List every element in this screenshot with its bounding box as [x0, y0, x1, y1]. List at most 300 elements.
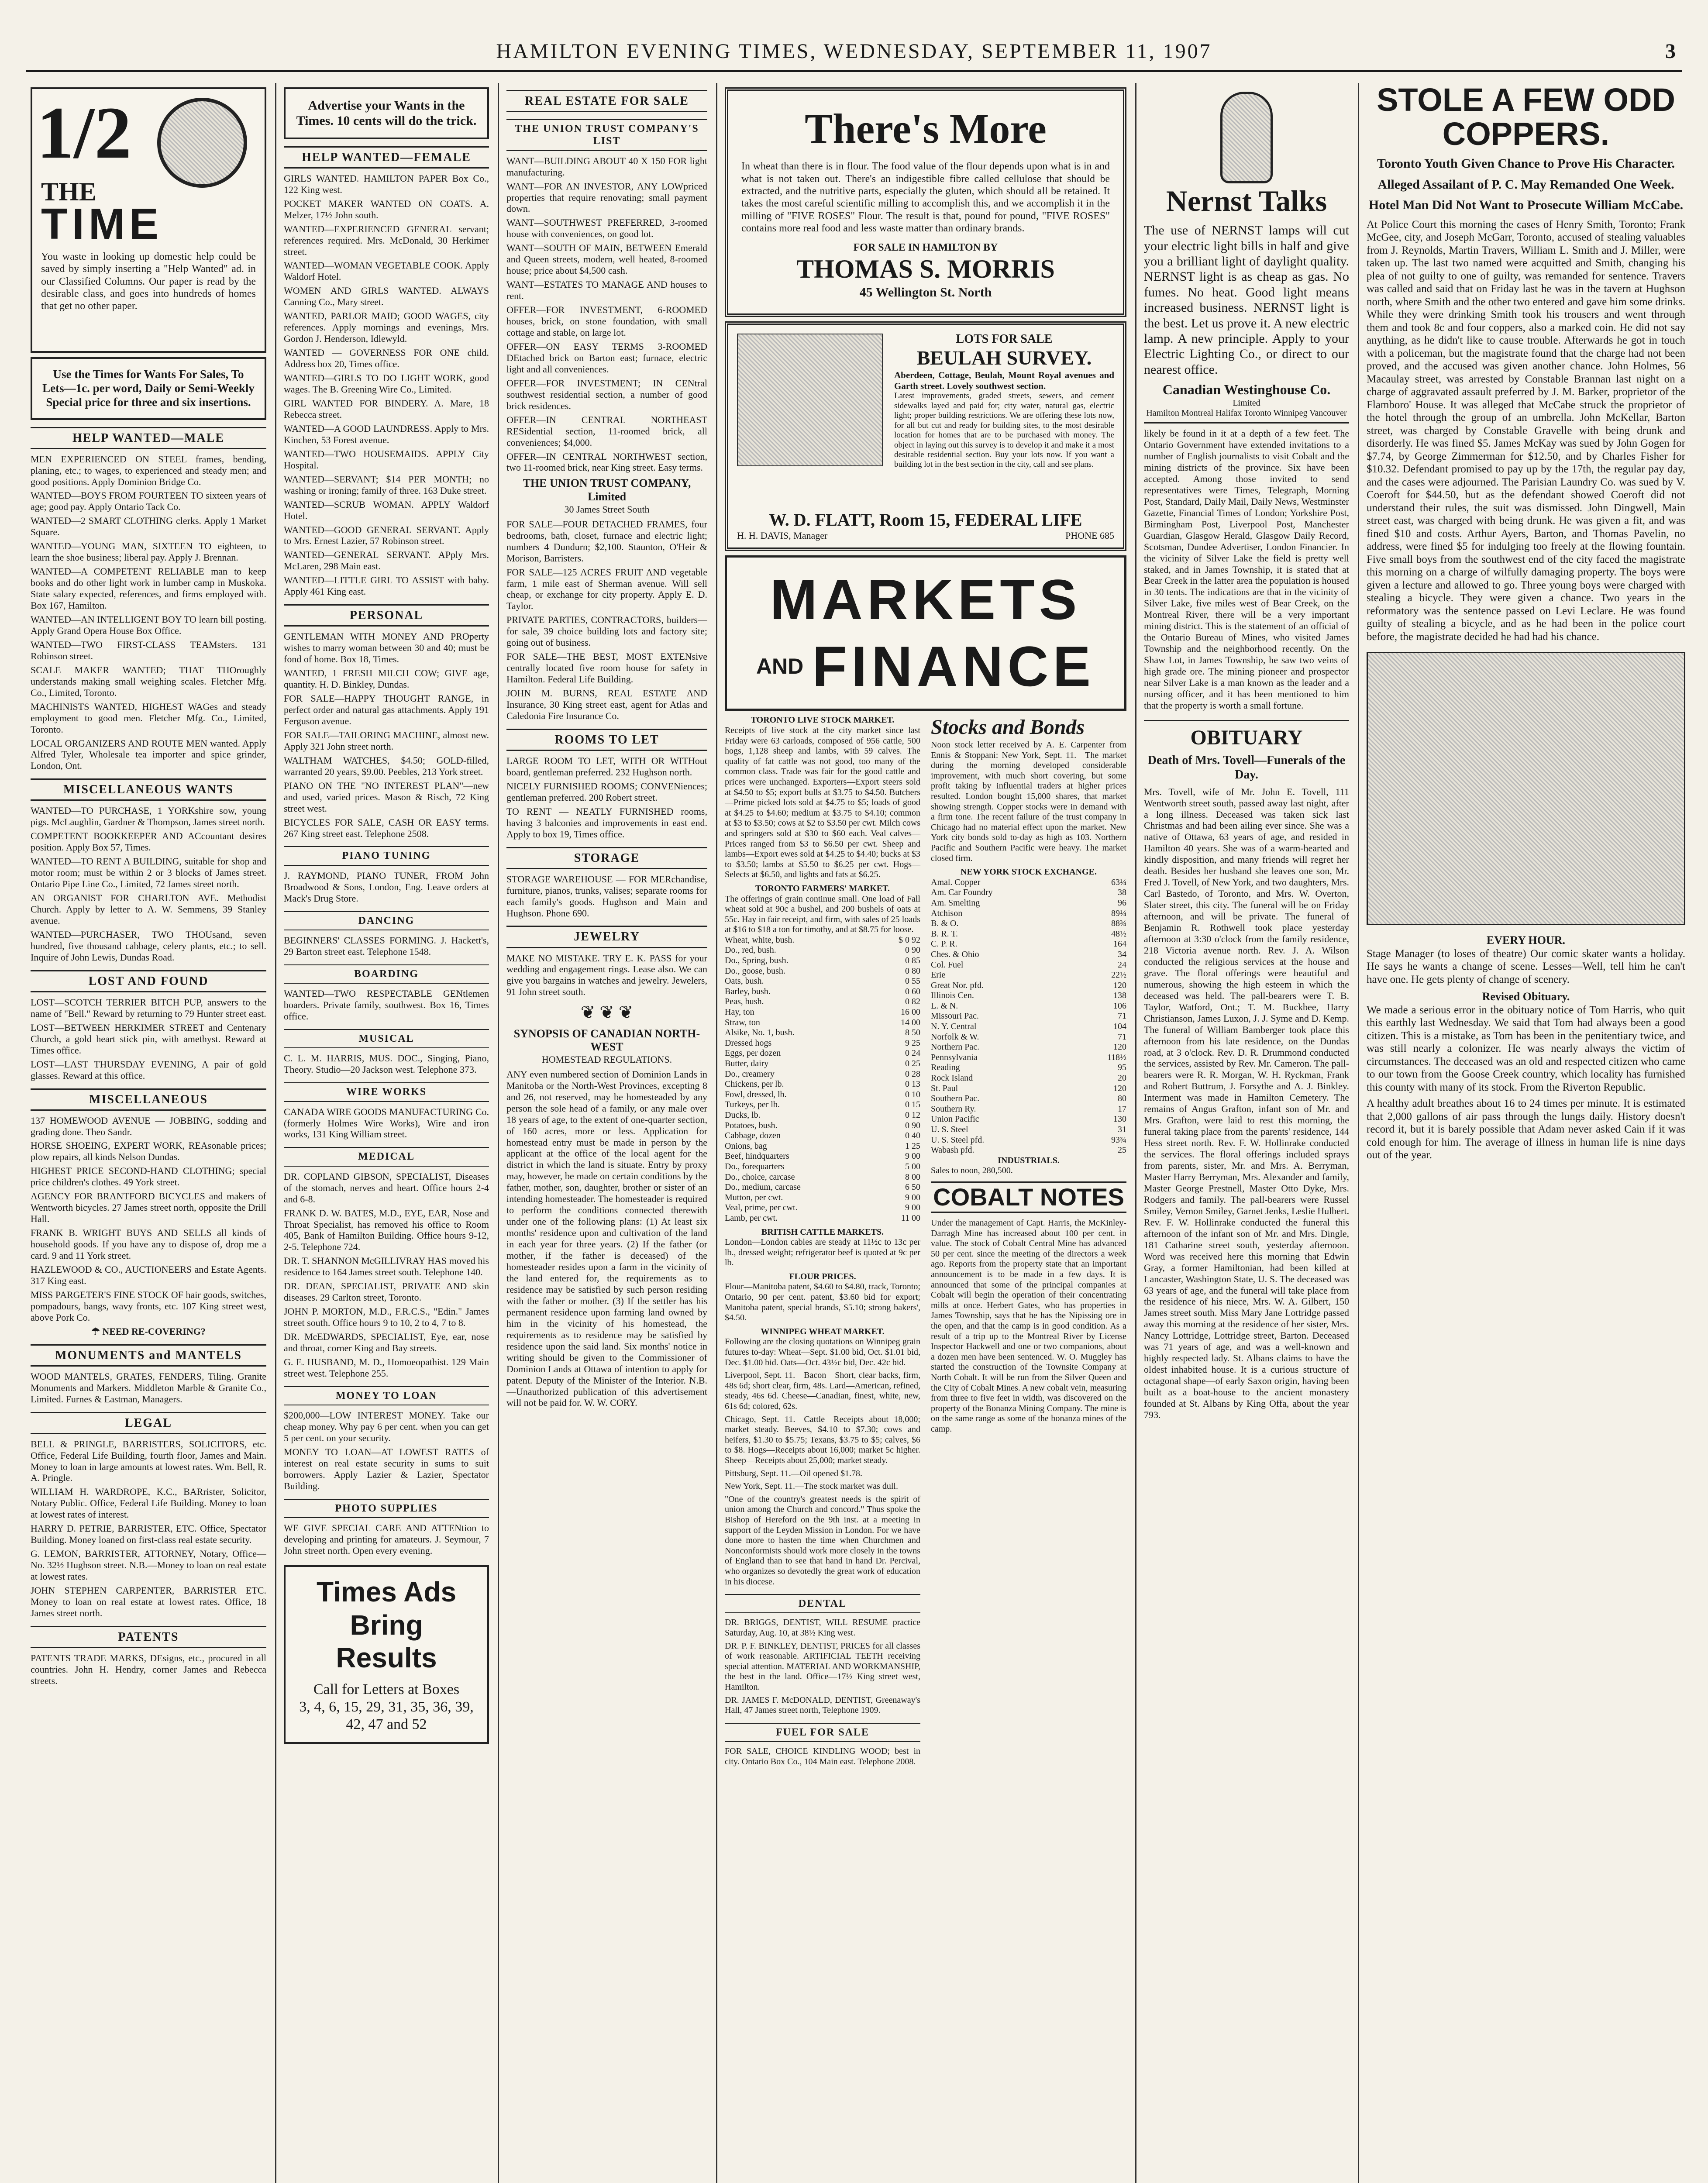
- table-cell-name: N. Y. Central: [931, 1022, 977, 1032]
- table-cell-value: 9 00: [905, 1151, 920, 1161]
- table-cell-value: 120: [1113, 980, 1126, 990]
- table-row: [725, 1028, 920, 1038]
- liverpool-body: Liverpool, Sept. 11.—Bacon—Short, clear backs, firm, 48s 6d; short clear, firm, 48s. Lard—American, refined, steady, 46s 6d. Cheese—Canadian, finest, white, new, 61s 6d; colored, 62s.: [725, 1370, 920, 1412]
- westinghouse-limited: Limited: [1233, 398, 1260, 408]
- table-cell-name: Do., creamery: [725, 1069, 775, 1079]
- table-cell-value: 9 25: [905, 1038, 920, 1048]
- table-row: [725, 966, 920, 977]
- classified-ad: DR. P. F. BINKLEY, DENTIST, PRICES for all classes of work reasonable. ARTIFICIAL TEETH receiving special attention. MATERIAL AND WORKMANSHIP, the best in the land. Office—17½ King street west, Hamilton.: [725, 1641, 920, 1692]
- table-row: [725, 1018, 920, 1028]
- table-cell-value: 9 00: [905, 1203, 920, 1213]
- stole-subhead-3: Hotel Man Did Not Want to Prosecute William McCabe.: [1368, 198, 1684, 213]
- table-row: [725, 1110, 920, 1121]
- table-cell-value: 0 90: [905, 1120, 920, 1130]
- classified-ad: WANT—ESTATES TO MANAGE AND houses to rent.: [506, 279, 707, 302]
- classified-ad: LOST—SCOTCH TERRIER BITCH PUP, answers to the name of "Bell." Reward by returning to 79 Hunter street east.: [31, 996, 266, 1019]
- lost-found-heading: LOST AND FOUND: [31, 970, 266, 992]
- table-cell-name: Amal. Copper: [931, 877, 981, 887]
- union-trust-name: THE UNION TRUST COMPANY, Limited: [523, 477, 691, 503]
- table-cell-name: U. S. Steel: [931, 1125, 968, 1135]
- classified-ad: BELL & PRINGLE, BARRISTERS, SOLICITORS, etc. Office, Federal Life Building, fourth floor, James and Main. Money to loan in large amounts at lowest rates. Wm. Bell, R. A. Pringle.: [31, 1438, 266, 1484]
- classified-ad: WANTED—GIRLS TO DO LIGHT WORK, good wages. The B. Greening Wire Co., Limited.: [284, 372, 489, 395]
- editorial-body: "One of the country's greatest needs is the spirit of union among the Church and concord." Thus spoke the Bishop of Hereford on the 9th inst. at a meeting in support of the Leyden Mission in London. For we have done more to hasten the time when Churchmen and Nonconformists should work more closely in the towns of England than to see that hand in hand Dr. Percival, who organizes so devotedly the great work of education in his diocese.: [725, 1494, 920, 1587]
- classified-ad: POCKET MAKER WANTED ON COATS. A. Melzer, 17½ John south.: [284, 198, 489, 220]
- table-cell-name: Dressed hogs: [725, 1038, 772, 1048]
- table-row: [931, 1135, 1126, 1146]
- table-cell-value: 9 00: [905, 1192, 920, 1202]
- classified-ad: OFFER—FOR INVESTMENT; IN CENtral southwest residential section, a number of good brick residences.: [506, 377, 707, 411]
- classified-ad: DR. BRIGGS, DENTIST, WILL RESUME practice Saturday, Aug. 10, at 38½ King west.: [725, 1618, 920, 1638]
- table-cell-value: 63¼: [1111, 877, 1126, 887]
- jewelry-heading: JEWELRY: [506, 926, 707, 948]
- table-cell-name: Northern Pac.: [931, 1042, 980, 1052]
- classified-ad: WANT—BUILDING ABOUT 40 X 150 FOR light manufacturing.: [506, 155, 707, 178]
- classified-ad: WANTED—TO RENT A BUILDING, suitable for shop and motor room; must be within 2 or 3 blocks of James street. Ontario Pipe Line Co., Limited, 72 James street north.: [31, 856, 266, 890]
- stocks-body: Noon stock letter received by A. E. Carpenter from Ennis & Stoppani: New York, Sept. 11.—The market during the morning developed considerable improvement, with much short covering, but some profit taking by influential traders at higher prices resulted. London bought 15,000 shares, that market showing strength. Copper stocks were in demand with a firm tone. The recent failure of the trust company in Chicago had no material effect upon the market. New York city bonds sold to-day as high as 103. Northern Pacific and Southern Pacific were heavy. The market closed firm.: [931, 740, 1126, 863]
- table-cell-value: 104: [1113, 1022, 1126, 1032]
- table-cell-value: 0 55: [905, 976, 920, 986]
- half-time-ad: [31, 87, 266, 353]
- table-row: [725, 1162, 920, 1172]
- classified-ad: WANTED — GOVERNESS FOR ONE child. Address box 20, Times office.: [284, 347, 489, 370]
- table-cell-value: 0 28: [905, 1069, 920, 1079]
- column-rule: [498, 83, 499, 2183]
- table-cell-name: Hay, ton: [725, 1007, 754, 1017]
- classified-ad: DR. COPLAND GIBSON, SPECIALIST, Diseases of the stomach, nerves and heart. Office hours 2-4 and 6-8.: [284, 1171, 489, 1205]
- fuel-heading: FUEL FOR SALE: [725, 1723, 920, 1742]
- table-row: [931, 898, 1126, 909]
- table-cell-name: Ches. & Ohio: [931, 949, 979, 959]
- table-cell-value: 0 12: [905, 1110, 920, 1120]
- classified-ad: COMPETENT BOOKKEEPER AND ACcountant desires position. Apply Box 57, Times.: [31, 830, 266, 853]
- times-ads-line4: Call for Letters at Boxes: [313, 1681, 460, 1698]
- beulah-manager: H. H. DAVIS, Manager: [737, 530, 828, 541]
- table-cell-value: 0 40: [905, 1131, 920, 1141]
- table-cell-name: Mutton, per cwt.: [725, 1192, 783, 1202]
- table-row: [725, 1100, 920, 1110]
- cartoon-illustration-icon: [1367, 652, 1685, 925]
- column-2: [284, 83, 489, 2183]
- rooms-to-let-heading: ROOMS TO LET: [506, 729, 707, 751]
- classified-ad: WE GIVE SPECIAL CARE AND ATTENtion to developing and printing for amateurs. J. Seymour, 7 John street north. Open every evening.: [284, 1522, 489, 1556]
- ornament-divider-icon: ❦ ❦ ❦: [580, 1002, 634, 1023]
- synopsis-body: ANY even numbered section of Dominion Lands in Manitoba or the North-West Provinces, excepting 8 and 26, not reserved, may be homesteaded by any person the sole head of a family, or any male over 18 years of age, to the extent of one-quarter section, of 160 acres, more or less. Application for homestead entry must be made in person by the applicant at the office of the local agent for the district in which the land is situate. Entry by proxy may, however, be made on certain conditions by the father, mother, son, daughter, brother or sister of an intending homesteader. The homesteader is required to perform the conditions connected therewith under one of the following plans: (1) At least six months' residence upon and cultivation of the land in each year for three years. (2) If the father (or mother, if the father is deceased) of the homesteader resides upon a farm in the vicinity of the land entered for, the requirements as to residence may be satisfied by such person residing with the father or mother. (3) If the settler has his permanent residence upon farming land owned by him in the vicinity of his homestead, the requirements as to residence may be satisfied by residence upon the said land. Six months' notice in writing should be given to the Commissioner of Dominion Lands at Ottawa of intention to apply for patent. Deputy of the Minister of the Interior. N.B.—Unauthorized publication of this advertisement will not be paid for. W. W. CORY.: [506, 1068, 707, 1408]
- clock-icon: [157, 98, 247, 188]
- classified-ad: LOCAL ORGANIZERS AND ROUTE MEN wanted. Apply Alfred Tyler, Wholesale tea importer and spice grinder, London, Ont.: [31, 737, 266, 771]
- table-cell-name: Beef, hindquarters: [725, 1151, 789, 1161]
- classified-ad: WANTED—PURCHASER, TWO THOUsand, seven hundred, five thousand cabbage, celery plants, etc.; to sell. Inquire of John Lewis, Dundas Road.: [31, 929, 266, 963]
- table-cell-name: Cabbage, dozen: [725, 1131, 781, 1141]
- classified-ad: DR. DEAN, SPECIALIST, PRIVATE AND skin diseases. 29 Carlton street, Toronto.: [284, 1281, 489, 1303]
- table-cell-value: 6 50: [905, 1182, 920, 1192]
- table-cell-value: 1 25: [905, 1141, 920, 1151]
- storage-heading: STORAGE: [506, 847, 707, 869]
- table-cell-value: 0 13: [905, 1079, 920, 1089]
- classified-ad: CANADA WIRE GOODS MANUFACTURING Co. (formerly Holmes Wire Works), Wire and iron works, 131 King William street.: [284, 1106, 489, 1140]
- table-cell-value: 14 00: [901, 1017, 920, 1027]
- table-cell-value: 96: [1118, 898, 1126, 908]
- table-row: [725, 1038, 920, 1049]
- advertise-wants-ad: Advertise your Wants in the Times. 10 cents will do the trick.: [284, 87, 489, 139]
- monuments-heading: MONUMENTS and MANTELS: [31, 1344, 266, 1367]
- cartoon-text: Stage Manager (to loses of theatre) Our comic skater wants a holiday. He says he wants a change of scene. Lesses—Well, tell him he can't have one. He gets plenty of change of scenery.: [1367, 947, 1685, 985]
- table-cell-value: 8 00: [905, 1172, 920, 1182]
- newyork-body: New York, Sept. 11.—The stock market was dull.: [725, 1481, 898, 1491]
- winnipeg-heading: WINNIPEG WHEAT MARKET.: [761, 1326, 885, 1336]
- table-cell-value: 0 24: [905, 1048, 920, 1058]
- table-row: [931, 1011, 1126, 1022]
- help-wanted-male-heading: HELP WANTED—MALE: [31, 427, 266, 449]
- table-cell-name: Southern Ry.: [931, 1104, 976, 1114]
- table-cell-name: Do., choice, carcase: [725, 1172, 795, 1182]
- classified-ad: JOHN M. BURNS, REAL ESTATE AND Insurance, 30 King street east, agent for Atlas and Caledonia Fire Insurance Co.: [506, 688, 707, 721]
- table-cell-name: C. P. R.: [931, 939, 957, 949]
- police-court-body: At Police Court this morning the cases of Henry Smith, Toronto; Frank McGee, city, and Joseph McGarr, Toronto, accused of stealing valuables from J. Reynolds, Martin Travers, William L. Smith and J. Miller, were taken up. The last two named were acquitted and Smith, changing his plea of not guilty to one of guilty, was remanded for sentence. Travers was called and said that on Friday last he was in the tavern at Hughson north, where Smith and the other two entered and gave him some drinks. While they were drinking Smith took his trousers and went through them and took 8c and four coppers, also a marked coin. He did not say anything, as he didn't like to cause trouble. Afterwards he got in touch with a policeman, but the magistrate found that the charge had not been proved, and the accused was given another chance. John Holmes, 56 Macaulay street, was arrested by Constable Brannan last night on a charge of aggravated assault preferred by J. M. Barker, proprietor of the Flamboro' House. It was alleged that McCabe struck the proprietor of the hotel through the group of an umbrella. John McKellar, Barton street, was charged by Constable Gravelle with being drunk and disorderly. He was fined $5. James McKay was sued by John Gogen for $7.74, by George Zimmerman for $12.50, and by Charles Fisher for $10.32. Defendant promised to pay up by the 17th, the regular pay day, and the cases were adjourned. The Parisian Laundry Co. was sued by V. Coeroft for $44.50, but as the defendant showed Coeroft did not understand their rules, the suit was dismissed. John Dingwell, Main street east, was charged with being drunk. He was given a fit, and was fined $10 and costs. Arthur Ayers, Barton, and Thomas Pavelin, no address, were fined $5 for indulging too freely at the flowing fountain. Five small boys from the southwest end of the city faced the magistrate this morning on a charge of wilfully damaging property. The boys were given a lecture and allowed to go. Three young boys were charged with stealing a bicycle. They were given a chance. Two years in the reformatory was the sentence passed on Levi Leclare. He was found guilty of stealing a bicycle, and as he had been in the police court before, the magistrate decided he had had his chance.: [1367, 218, 1685, 643]
- classified-ad: PATENTS TRADE MARKS, DEsigns, etc., procured in all countries. John H. Hendry, corner James and Rebecca streets.: [31, 1652, 266, 1686]
- stock-table: [931, 878, 1126, 1156]
- classified-ad: G. E. HUSBAND, M. D., Homoeopathist. 129 Main street west. Telephone 255.: [284, 1357, 489, 1379]
- stole-coppers-headline: STOLE A FEW ODD COPPERS.: [1377, 83, 1675, 152]
- table-cell-name: Do., forequarters: [725, 1161, 785, 1171]
- farmers-market-body: The offerings of grain continue small. One load of Fall wheat sold at 90c a bushel, and 200 bushels of oats at 55c. Hay in fair receipt, and firm, with sales of 25 loads at $16 to $18 a ton for timothy, and at $8.75 for loose.: [725, 894, 920, 935]
- table-row: [931, 1042, 1126, 1053]
- classified-ad: BICYCLES FOR SALE, CASH OR EASY terms. 267 King street east. Telephone 2508.: [284, 816, 489, 839]
- classified-ad: WANTED—SERVANT; $14 PER MONTH; no washing or ironing; family of three. 163 Duke street.: [284, 473, 489, 496]
- table-cell-name: Potatoes, bush.: [725, 1120, 778, 1130]
- table-cell-value: 138: [1113, 991, 1126, 1001]
- table-cell-name: Onions, bag: [725, 1141, 767, 1151]
- miscellaneous-heading: MISCELLANEOUS: [31, 1088, 266, 1111]
- column-rule: [716, 83, 717, 2183]
- health-fact-body: A healthy adult breathes about 16 to 24 times per minute. It is estimated that 2,000 gallons of air pass through the lungs daily. History doesn't record it, but it is barely possible that Adam never asked Cain if it was cold enough for him. The average of illness in human life is nine days out of the year.: [1367, 1098, 1685, 1161]
- markets-right-column: [931, 715, 1126, 1770]
- patents-heading: PATENTS: [31, 1626, 266, 1648]
- cobalt-notes-heading: COBALT NOTES: [931, 1181, 1126, 1213]
- table-cell-name: Oats, bush.: [725, 976, 764, 986]
- nernst-talks-heading: Nernst Talks: [1166, 184, 1327, 217]
- classified-ad: WANT—SOUTHWEST PREFERRED, 3-roomed house with conveniences, on good lot.: [506, 217, 707, 240]
- table-cell-name: Erie: [931, 970, 946, 980]
- table-cell-value: 93¾: [1111, 1135, 1126, 1145]
- table-row: [931, 1073, 1126, 1084]
- table-cell-name: Do., goose, bush.: [725, 966, 785, 976]
- table-row: [931, 929, 1126, 940]
- table-row: [931, 1094, 1126, 1104]
- legal-heading: LEGAL: [31, 1412, 266, 1434]
- british-cattle-heading: BRITISH CATTLE MARKETS.: [761, 1227, 884, 1237]
- classified-ad: FRANK D. W. BATES, M.D., EYE, EAR, Nose and Throat Specialist, has removed his office to Room 405, Bank of Hamilton Building. Office hours 9-12, 2-5. Telephone 724.: [284, 1207, 489, 1253]
- musical-heading: MUSICAL: [284, 1029, 489, 1048]
- classified-ad: OFFER—ON EASY TERMS 3-ROOMED DEtached brick on Barton east; furnace, electric light and all conveniences.: [506, 341, 707, 375]
- classified-ad: OFFER—IN CENTRAL NORTHEAST RESidential section, 11-roomed brick, all conveniences; $4,000.: [506, 414, 707, 448]
- table-row: [931, 960, 1126, 971]
- classified-ad: C. L. M. HARRIS, MUS. DOC., Singing, Piano, Theory. Studio—20 Jackson west. Telephone 373.: [284, 1053, 489, 1075]
- page-number: 3: [1665, 40, 1677, 63]
- table-cell-name: Alsike, No. 1, bush.: [725, 1028, 795, 1038]
- table-cell-value: 25: [1118, 1145, 1126, 1155]
- nernst-talks-body: The use of NERNST lamps will cut your electric light bills in half and give you a brilliant light of daylight quality. NERNST light is as cheap as gas. No fumes. No heat. Good light means increased business. NERNST light is the best. Let us prove it. A new electric lamp. A new principle. Apply to your Electric Lighting Co., or direct to our nearest office.: [1144, 223, 1349, 377]
- classified-ad: WOOD MANTELS, GRATES, FENDERS, Tiling. Granite Monuments and Markers. Middleton Marble & Granite Co., Limited. Furnes & Eastman, Managers.: [31, 1370, 266, 1405]
- table-cell-value: 95: [1118, 1063, 1126, 1073]
- table-row: [725, 1059, 920, 1069]
- classified-ad: BEGINNERS' CLASSES FORMING. J. Hackett's, 29 Barton street east. Telephone 1548.: [284, 934, 489, 957]
- stocks-bonds-heading: Stocks and Bonds: [931, 716, 1085, 739]
- classified-ad: GIRLS WANTED. HAMILTON PAPER Box Co., 122 King west.: [284, 172, 489, 195]
- table-cell-value: 48½: [1111, 929, 1126, 939]
- table-cell-name: Veal, prime, per cwt.: [725, 1203, 798, 1213]
- table-cell-name: Chickens, per lb.: [725, 1079, 784, 1089]
- classified-ad: DR. McEDWARDS, SPECIALIST, Eye, ear, nose and throat, corner King and Bay streets.: [284, 1331, 489, 1354]
- markets-finance-banner: [725, 555, 1126, 711]
- table-cell-name: Peas, bush.: [725, 997, 764, 1007]
- table-cell-name: Atchison: [931, 908, 963, 918]
- classified-ad: PIANO ON THE "NO INTEREST PLAN"—new and used, varied prices. Mason & Risch, 72 King street west.: [284, 780, 489, 814]
- half-time-time: TIME: [41, 200, 163, 248]
- help-wanted-female-heading: HELP WANTED—FEMALE: [284, 146, 489, 169]
- classified-ad: MEN EXPERIENCED ON STEEL frames, bending, planing, etc.; to wages, to experienced and steady men; and good positions. Apply Dominion Bridge Co.: [31, 453, 266, 487]
- classified-ad: WANTED—A COMPETENT RELIABLE man to keep books and do other light work in lumber camp in Muskoka. State salary expected, references, and firms employed with. Box 167, Hamilton.: [31, 566, 266, 611]
- real-estate-heading: REAL ESTATE FOR SALE: [506, 90, 707, 112]
- classified-ad: FOR SALE—THE BEST, MOST EXTENsive centrally located five room house for safety in Hamilton. Federal Life Building.: [506, 651, 707, 685]
- mining-news-body: likely be found in it at a depth of a few feet. The Ontario Government have extended invitations to a number of English journalists to visit Cobalt and the mining districts of the province. Six have been accepted. Among those invited to send representatives were Times, Telegraph, Morning Post, Standard, Daily Mail, Daily News, Westminster Gazette, Financial Times of London; Yorkshire Post, Birmingham Post, Liverpool Post, Manchester Guardian, Glasgow Herald, Glasgow Daily Record, Scotsman, Dundee Advertiser, London Financier. In the vicinity of Silver Lake the field is pretty well staked, and in James Township, it is stated that at Bear Creek in the latter area the population is housed in 30 tents. The indications are that in the vicinity of Silver Lake, five miles west of Bear Creek, on the Montreal River, there will be a very important mining district. This is the statement of an official of the Ontario Bureau of Mines, who visited James Township and the neighborhood recently. On the Shaw Lot, in James Township, he saw two veins of high grade ore. The mining pioneer and prospector near Silver Lake is a man known as the leader and a nursing officer, and it has been mentioned to him that the property is worth a small fortune.: [1144, 428, 1349, 711]
- union-trust-address: 30 James Street South: [564, 503, 650, 515]
- industrials-heading: INDUSTRIALS.: [998, 1155, 1060, 1165]
- column-7: [1367, 83, 1685, 2183]
- synopsis-subheading: HOMESTEAD REGULATIONS.: [541, 1054, 672, 1065]
- table-cell-value: 20: [1118, 1073, 1126, 1083]
- table-row: [725, 976, 920, 987]
- classified-ad: OFFER—FOR INVESTMENT, 6-ROOMED houses, brick, on stone foundation, with small cottage and stable, on large lot.: [506, 304, 707, 338]
- table-row: [725, 1172, 920, 1183]
- table-cell-name: Missouri Pac.: [931, 1011, 979, 1021]
- livestock-body: Receipts of live stock at the city market since last Friday were 63 carloads, composed of 956 cattle, 500 hogs, 1,128 sheep and lambs, with 59 calves. The quality of fat cattle was not good, too many of the common class. Trade was fair for the good cattle and prices were unchanged. Exporters—Export steers sold at $4.50 to $5; export bulls at $3.75 to $4.50. Butchers—Prime picked lots sold at $4.75 to $5; loads of good at $4.25 to $4.60; medium at $3.75 to $4.10; common at $3 to $3.50; cows at $2 to $3.50 per cwt. Milch cows and springers sold at $30 to $60 each. Veal calves—Prices ranged from $3 to $6.50 per cwt. Sheep and lambs—Export ewes sold at $4.25 to $4.40; bucks at $3 to $3.50; lambs at $5.50 to $6.25 per cwt. Hogs—Selects at $6.50, and lights and fats at $6.25.: [725, 726, 920, 880]
- table-row: [931, 909, 1126, 919]
- umbrella-ad: ☂ NEED RE-COVERING?: [91, 1326, 206, 1337]
- table-row: [931, 1063, 1126, 1073]
- masthead-title: HAMILTON EVENING TIMES, WEDNESDAY, SEPTEMBER 11, 1907: [496, 40, 1212, 63]
- table-cell-value: 88¾: [1111, 919, 1126, 929]
- and-heading: AND: [756, 654, 804, 679]
- classified-ad: FOR SALE—FOUR DETACHED FRAMES, four bedrooms, bath, closet, furnace and electric light; numbers 4 Dundurn; $2,100. Staunton, O'Heir & Morison, Barristers.: [506, 518, 707, 564]
- table-row: [931, 1114, 1126, 1125]
- table-row: [725, 1131, 920, 1141]
- table-row: [931, 1001, 1126, 1012]
- classified-ad: STORAGE WAREHOUSE — FOR MERchandise, furniture, pianos, trunks, valises; separate rooms for each family's goods. Hughson and Main and Hughson. Phone 690.: [506, 873, 707, 919]
- classified-ad: WANTED—TO PURCHASE, 1 YORKshire sow, young pigs. McLaughlin, Gardner & Thompson, James street north.: [31, 805, 266, 828]
- table-cell-name: Am. Smelting: [931, 898, 980, 908]
- column-4-5: [725, 83, 1126, 2183]
- classified-ad: WANTED—SCRUB WOMAN. APPLY Waldorf Hotel.: [284, 499, 489, 521]
- lots-for-sale-heading: LOTS FOR SALE: [956, 332, 1053, 346]
- classified-ad: WANTED—BOYS FROM FOURTEEN TO sixteen years of age; good pay. Apply Ontario Tack Co.: [31, 490, 266, 513]
- dancing-heading: DANCING: [284, 911, 489, 930]
- table-cell-value: 22½: [1111, 970, 1126, 980]
- classified-ad: MAKE NO MISTAKE. TRY E. K. PASS for your wedding and engagement rings. Lease also. We can give you bargains in watches and jewelry. Jewelers, 91 John street south.: [506, 952, 707, 998]
- classified-ad: FOR SALE—HAPPY THOUGHT RANGE, in perfect order and natural gas attachments. Apply 191 Ferguson avenue.: [284, 693, 489, 727]
- table-row: [931, 1125, 1126, 1135]
- table-cell-name: Do., red, bush.: [725, 945, 776, 955]
- theres-more-body: In wheat than there is in flour. The food value of the flour depends upon what is in and what is not taken out. There's an indigestible fibre called cellulose that should be extracted, and the nutritive parts, especially the gluten, which should all be retained. It takes the most careful scientific milling to accomplish this, and we accomplish it in the milling of "FIVE ROSES" Flour. The result is that, pound for pound, "FIVE ROSES" contains more real food and less waste matter than ordinary brands.: [741, 161, 1110, 234]
- table-cell-value: 0 90: [905, 945, 920, 955]
- table-row: [725, 1203, 920, 1213]
- house-illustration-icon: [737, 334, 883, 466]
- classified-ad: WANTED—GOOD GENERAL SERVANT. Apply to Mrs. Ernest Lazier, 57 Robinson street.: [284, 524, 489, 547]
- classified-ad: LOST—BETWEEN HERKIMER STREET and Centenary Church, a gold heart stick pin, with amethyst. Reward at Times office.: [31, 1022, 266, 1056]
- classified-ad: FOR SALE, CHOICE KINDLING WOOD; best in city. Ontario Box Co., 104 Main east. Telephone 2008.: [725, 1746, 920, 1766]
- classified-ad: WANTED—2 SMART CLOTHING clerks. Apply 1 Market Square.: [31, 515, 266, 538]
- times-ads-line3: Results: [336, 1642, 437, 1674]
- wire-works-heading: WIRE WORKS: [284, 1082, 489, 1102]
- table-cell-value: 0 82: [905, 997, 920, 1007]
- times-ads-line1: Times Ads: [316, 1576, 457, 1608]
- dental-heading: DENTAL: [725, 1594, 920, 1613]
- table-row: [725, 1141, 920, 1152]
- beulah-survey-title: BEULAH SURVEY.: [916, 346, 1092, 369]
- table-row: [931, 888, 1126, 898]
- personal-heading: PERSONAL: [284, 604, 489, 627]
- table-cell-value: 5 00: [905, 1161, 920, 1171]
- classified-ad: HARRY D. PETRIE, BARRISTER, ETC. Office, Spectator Building. Money loaned on first-class real estate security.: [31, 1523, 266, 1546]
- beulah-subtitle: Aberdeen, Cottage, Beulah, Mount Royal avenues and Garth street. Lovely southwest section.: [894, 369, 1114, 391]
- table-cell-name: Rock Island: [931, 1073, 973, 1083]
- table-row: [725, 1213, 920, 1224]
- table-cell-value: 0 80: [905, 966, 920, 976]
- table-row: [931, 970, 1126, 981]
- obituary-heading: OBITUARY: [1144, 720, 1349, 751]
- classified-ad: FOR SALE—125 ACRES FRUIT AND vegetable farm, 1 mile east of Sherman avenue. Will sell cheap, or exchange for city property. Apply E. D. Taylor.: [506, 566, 707, 612]
- table-cell-name: Wheat, white, bush.: [725, 935, 795, 945]
- thomas-morris-address: 45 Wellington St. North: [859, 285, 992, 300]
- flour-prices-heading: FLOUR PRICES.: [789, 1271, 856, 1281]
- table-row: [725, 935, 920, 946]
- synopsis-heading: SYNOPSIS OF CANADIAN NORTH-WEST: [513, 1027, 700, 1054]
- table-row: [931, 1032, 1126, 1043]
- table-row: [931, 1084, 1126, 1094]
- table-row: [725, 1069, 920, 1080]
- table-cell-name: Do., medium, carcase: [725, 1182, 801, 1192]
- classified-ad: WANTED—AN INTELLIGENT BOY TO learn bill posting. Apply Grand Opera House Box Office.: [31, 614, 266, 636]
- table-cell-value: 8 50: [905, 1028, 920, 1038]
- theres-more-sale: FOR SALE IN HAMILTON BY: [853, 242, 998, 254]
- table-cell-value: 164: [1113, 939, 1126, 949]
- column-3: [506, 83, 707, 2183]
- stole-subhead-1: Toronto Youth Given Chance to Prove His Character.: [1377, 156, 1675, 171]
- british-cattle-body: London—London cables are steady at 11½c to 13c per lb., dressed weight; refrigerator beef is quoted at 9c per lb.: [725, 1237, 920, 1268]
- table-cell-name: B. R. T.: [931, 929, 958, 939]
- table-row: [725, 1182, 920, 1193]
- table-row: [725, 1048, 920, 1059]
- classified-ad: OFFER—IN CENTRAL NORTHWEST section, two 11-roomed brick, near King street. Easy terms.: [506, 451, 707, 473]
- revised-obituary-body: We made a serious error in the obituary notice of Tom Harris, who quit this earthly last Wednesday. We said that Tom had always been a good citizen. This is a mistake, as Tom has been in the penitentiary twice, and was still nearly a colonizer. He was nearly always the victim of circumstances. The deceased was an old and respected citizen who came to our town from the Goose Creek country, which locality has furnished this county with many of its stock. From the Riverton Republic.: [1367, 1004, 1685, 1093]
- pittsburg-body: Pittsburg, Sept. 11.—Oil opened $1.78.: [725, 1468, 862, 1478]
- classified-ad: LARGE ROOM TO LET, WITH OR WITHout board, gentleman preferred. 232 Hughson north.: [506, 755, 707, 778]
- table-cell-value: 71: [1118, 1032, 1126, 1042]
- table-cell-value: 24: [1118, 960, 1126, 970]
- classified-ad: MISS PARGETER'S FINE STOCK OF hair goods, switches, pompadours, bangs, wavy fronts, etc. 107 King street west, above Pork Co.: [31, 1289, 266, 1323]
- finance-heading: FINANCE: [812, 634, 1095, 699]
- column-6: [1144, 83, 1349, 2183]
- table-cell-value: 34: [1118, 949, 1126, 959]
- piano-tuning-heading: PIANO TUNING: [284, 846, 489, 865]
- table-cell-value: 106: [1113, 1001, 1126, 1011]
- table-cell-name: Eggs, per dozen: [725, 1048, 781, 1058]
- boarding-heading: BOARDING: [284, 964, 489, 984]
- table-cell-value: 0 60: [905, 986, 920, 996]
- classified-ad: WOMEN AND GIRLS WANTED. ALWAYS Canning Co., Mary street.: [284, 285, 489, 308]
- table-row: [725, 1007, 920, 1018]
- times-ads-line5: 3, 4, 6, 15, 29, 31, 35, 36, 39, 42, 47 and 52: [299, 1698, 474, 1732]
- theres-more-title: There's More: [805, 105, 1047, 152]
- price-table: [725, 935, 920, 1224]
- table-cell-value: 11 00: [901, 1213, 920, 1223]
- table-cell-value: 38: [1118, 888, 1126, 898]
- table-cell-name: Union Pacific: [931, 1114, 979, 1124]
- classified-ad: LOST—LAST THURSDAY EVENING, A pair of gold glasses. Reward at this office.: [31, 1058, 266, 1081]
- obituary-body: Mrs. Tovell, wife of Mr. John E. Tovell, 111 Wentworth street south, passed away last night, after a long illness. Deceased was taken sick last Christmas and had been ailing ever since. She was a native of Ottawa, 63 years of age, and resided in Hamilton 40 years. She was of a warm-hearted and kindly disposition, and many friends will regret her death. Besides her husband she leaves one son, Mr. Fred J. Tovell, of New York, and two daughters, Mrs. Carl Bastedo, of Toronto, and Mrs. W. Overton, Slater street, this city. The funeral will be on Friday afternoon, and will be private. The funeral of Benjamin R. Rothwell took place yesterday afternoon at 3:30 o'clock from the family residence, 218 Victoria avenue north. Rev. J. A. Wilson conducted the religious services at the house and grave. The floral offerings were beautiful and numerous, showing the high esteem in which the deceased was held. The pall-bearers were T. B. Taylor, Watford, Ont.; T. M. Buckbee, Harry Christianson, James Luxon, J. J. Syme and D. Kemp. The funeral of William Bamberger took place this afternoon from his late residence, on the Dundas road, at 3 o'clock. Rev. D. R. Drummond conducted the services, assisted by Rev. Mr. Cameron. The pall-bearers were R. R. Morgan, W. H. Ryckman, Frank and Robert Buttrum, J. Forsythe and A. J. Binkley. Interment was made in Hamilton Cemetery. The remains of Angus Grafton, infant son of Mr. and Mrs. Grafton, were laid to rest this morning, the funeral taking place from the parents' residence, 144 Hess street north. Rev. F. W. Hollinrake conducted the services. The floral offerings included sprays from parents, sister, Mr. and Mrs. A. Berryman, Master Harry Berryman, Mrs. Alexander and family, Master George Prestnell, Master Otto Dyke, Mrs. Rodgers and family. The pall-bearers were Russel Smiley, Vernon Smiley, Garnet Jenks, Leslie Hulbert. Rev. F. W. Hollinrake conducted the funeral this afternoon of the infant son of Mr. and Mrs. Dingle, 181 Catharine street south, yesterday afternoon. Word was received here this morning that Edwin Gray, a former Hamiltonian, had been killed at Lancaster, Washington State, U. S. The deceased was 63 years of age, and the funeral will take place from the residence of his niece, Mrs. W. A. Gilbert, 150 James street south. Miss Mary Jane Lottridge passed away this morning at the residence of her sister, Mrs. Nancy Lottridge, Lottridge street, Barton. Deceased was 71 years of age, and was a well-known and highly respected lady. St. Albans claims to have the oldest inhabited house. It is a curious structure of octagonal shape—of early Saxon origin, having been built as a boat-house to the ancient monastery founded at St. Albans by King Offa, about the year 793.: [1144, 786, 1349, 1421]
- revised-obituary-heading: Revised Obituary.: [1482, 990, 1570, 1003]
- classified-ad: WANT—SOUTH OF MAIN, BETWEEN Emerald and Queen streets, modern, well heated, 8-roomed house; price about $4,500 cash.: [506, 242, 707, 276]
- table-cell-name: Butter, dairy: [725, 1059, 769, 1069]
- thomas-morris-name: THOMAS S. MORRIS: [796, 255, 1055, 284]
- classified-ad: WANTED—YOUNG MAN, SIXTEEN TO eighteen, to learn the shoe business; liberal pay. Apply J. Brennan.: [31, 541, 266, 563]
- classified-ad: DR. T. SHANNON McGILLIVRAY HAS moved his residence to 164 James street south. Telephone 140.: [284, 1255, 489, 1278]
- classified-ad: $200,000—LOW INTEREST MONEY. Take our cheap money. Why pay 6 per cent. when you can get 5 per cent. on your security.: [284, 1410, 489, 1444]
- classified-ad: HORSE SHOEING, EXPERT WORK, REAsonable prices; plow repairs, all kinds Nelson Dundas.: [31, 1140, 266, 1163]
- classified-ad: WANTED—LITTLE GIRL TO ASSIST with baby. Apply 461 King east.: [284, 575, 489, 597]
- table-row: [931, 878, 1126, 888]
- classified-ad: GIRL WANTED FOR BINDERY. A. Mare, 18 Rebecca street.: [284, 397, 489, 420]
- table-cell-name: Turkeys, per lb.: [725, 1100, 780, 1110]
- table-cell-name: Reading: [931, 1063, 960, 1073]
- table-row: [931, 1022, 1126, 1032]
- table-cell-name: Do., Spring, bush.: [725, 956, 789, 966]
- photo-supplies-heading: PHOTO SUPPLIES: [284, 1499, 489, 1518]
- table-cell-value: 89¼: [1111, 908, 1126, 918]
- table-cell-name: Barley, bush.: [725, 986, 771, 996]
- table-cell-name: Great Nor. pfd.: [931, 980, 984, 990]
- table-cell-value: 17: [1118, 1104, 1126, 1114]
- table-cell-name: Wabash pfd.: [931, 1145, 975, 1155]
- table-row: [931, 991, 1126, 1001]
- table-cell-value: 120: [1113, 1083, 1126, 1093]
- table-row: [931, 919, 1126, 929]
- classified-ad: PRIVATE PARTIES, CONTRACTORS, builders—for sale, 39 choice building lots and factory site; going out of business.: [506, 614, 707, 648]
- masthead: [26, 39, 1682, 72]
- classified-ad: WANTED, PARLOR MAID; GOOD WAGES, city references. Apply mornings and evenings, Mrs. Gordon J. Henderson, Idlewyld.: [284, 310, 489, 344]
- union-trust-heading: THE UNION TRUST COMPANY'S LIST: [506, 119, 707, 151]
- classified-ad: WANTED—GENERAL SERVANT. APply Mrs. McLaren, 298 Main east.: [284, 549, 489, 572]
- table-cell-name: Southern Pac.: [931, 1094, 980, 1104]
- classified-ad: J. RAYMOND, PIANO TUNER, FROM John Broadwood & Sons, London, Eng. Leave orders at Mack's Drug Store.: [284, 870, 489, 904]
- beulah-survey-ad: [725, 321, 1126, 551]
- classified-ad: JOHN P. MORTON, M.D., F.R.C.S., "Edin." James street south. Office hours 9 to 10, 2 to 4, 7 to 8.: [284, 1306, 489, 1329]
- table-row: [931, 1145, 1126, 1156]
- westinghouse-name: Canadian Westinghouse Co.: [1162, 382, 1331, 398]
- table-cell-value: 0 10: [905, 1089, 920, 1099]
- classified-ad: HIGHEST PRICE SECOND-HAND CLOTHING; special price children's clothes. 49 York street.: [31, 1165, 266, 1188]
- money-to-loan-heading: MONEY TO LOAN: [284, 1386, 489, 1405]
- classified-ad: FOR SALE—TAILORING MACHINE, almost new. Apply 321 John street north.: [284, 729, 489, 752]
- medical-heading: MEDICAL: [284, 1147, 489, 1166]
- table-cell-value: 80: [1118, 1094, 1126, 1104]
- cartoon-caption: EVERY HOUR.: [1486, 934, 1566, 947]
- table-row: [725, 1121, 920, 1131]
- table-cell-name: St. Paul: [931, 1083, 958, 1093]
- table-row: [931, 939, 1126, 950]
- classified-ad: AGENCY FOR BRANTFORD BICYCLES and makers of Wentworth bicycles. 27 James street north, opposite the Drill Hall.: [31, 1191, 266, 1225]
- classified-ad: GENTLEMAN WITH MONEY AND PROperty wishes to marry woman between 30 and 40; must be fond of home. Box 18, Times.: [284, 631, 489, 665]
- table-cell-value: 118½: [1107, 1052, 1126, 1062]
